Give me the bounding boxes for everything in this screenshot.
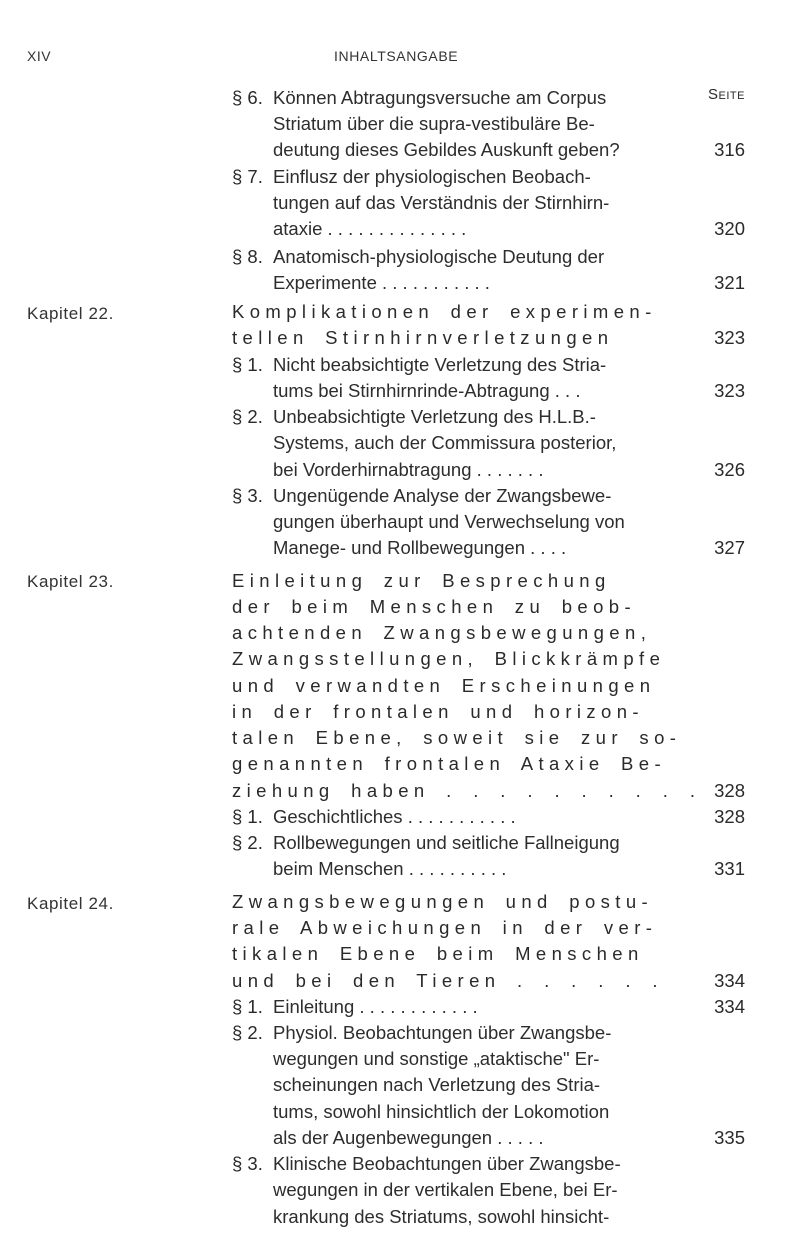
chapter-label: Kapitel 22.: [27, 304, 114, 323]
chapter-title: Einleitung zur Besprechung: [232, 570, 611, 591]
entry-text: Rollbewegungen und seitliche Fallneigung: [273, 832, 620, 853]
section-number: § 6.: [232, 87, 263, 108]
entry-text: Klinische Beobachtungen über Zwangsbe-: [273, 1153, 621, 1174]
section-number: § 2.: [232, 406, 263, 427]
entry-text: tungen auf das Verständnis der Stirnhirn-: [273, 192, 610, 213]
entry-text: Geschichtliches . . . . . . . . . . .: [273, 806, 516, 827]
entry-text: Systems, auch der Commissura posterior,: [273, 432, 617, 453]
section-number: § 3.: [232, 485, 263, 506]
section-number: § 2.: [232, 832, 263, 853]
running-title: INHALTSANGABE: [334, 48, 459, 64]
page-ref: 320: [714, 218, 745, 239]
chapter-title: Zwangsstellungen, Blickkrämpfe: [232, 648, 666, 669]
section-number: § 2.: [232, 1022, 263, 1043]
section-number: § 8.: [232, 246, 263, 267]
entry-text: Manege- und Rollbewegungen . . . .: [273, 537, 567, 558]
entry-text: Einleitung . . . . . . . . . . . .: [273, 996, 478, 1017]
page-ref: 331: [714, 858, 745, 879]
entry-text: Können Abtragungsversuche am Corpus: [273, 87, 607, 108]
chapter-title: genannten frontalen Ataxie Be-: [232, 753, 667, 774]
seite-column-label: Seite: [708, 86, 745, 103]
page-ref: 328: [714, 780, 745, 801]
chapter-title: tellen Stirnhirnverletzungen: [232, 327, 614, 348]
entry-text: Anatomisch-physiologische Deutung der: [273, 246, 605, 267]
entry-text: beim Menschen . . . . . . . . . .: [273, 858, 507, 879]
page-ref: 323: [714, 380, 745, 401]
chapter-title: und verwandten Erscheinungen: [232, 675, 656, 696]
chapter-title: Zwangsbewegungen und postu-: [232, 891, 654, 912]
chapter-label: Kapitel 24.: [27, 894, 114, 913]
chapter-title: tikalen Ebene beim Menschen: [232, 943, 644, 964]
entry-text: Einflusz der physiologischen Beobach-: [273, 166, 591, 187]
entry-text: tums, sowohl hinsichtlich der Lokomotion: [273, 1101, 610, 1122]
chapter-title: und bei den Tieren . . . . . .: [232, 970, 663, 991]
entry-text: als der Augenbewegungen . . . . .: [273, 1127, 544, 1148]
page-ref: 323: [714, 327, 745, 348]
entry-text: Experimente . . . . . . . . . . .: [273, 272, 490, 293]
entry-text: ataxie . . . . . . . . . . . . . .: [273, 218, 467, 239]
section-number: § 3.: [232, 1153, 263, 1174]
entry-text: bei Vorderhirnabtragung . . . . . . .: [273, 459, 544, 480]
section-number: § 7.: [232, 166, 263, 187]
page-number-header: XIV: [27, 48, 52, 64]
entry-text: krankung des Striatums, sowohl hinsicht-: [273, 1206, 610, 1227]
section-number: § 1.: [232, 806, 263, 827]
entry-text: deutung dieses Gebildes Auskunft geben?: [273, 139, 620, 160]
chapter-title: der beim Menschen zu beob-: [232, 596, 637, 617]
page-ref: 326: [714, 459, 745, 480]
page-ref: 316: [714, 139, 745, 160]
entry-text: gungen überhaupt und Verwechselung von: [273, 511, 625, 532]
page-ref: 334: [714, 970, 745, 991]
chapter-title: talen Ebene, soweit sie zur so-: [232, 727, 682, 748]
page-ref: 327: [714, 537, 745, 558]
chapter-title: rale Abweichungen in der ver-: [232, 917, 658, 938]
entry-text: Unbeabsichtigte Verletzung des H.L.B.-: [273, 406, 596, 427]
page-ref: 334: [714, 996, 745, 1017]
chapter-title: ziehung haben . . . . . . . . . .: [232, 780, 701, 801]
entry-text: tums bei Stirnhirnrinde-Abtragung . . .: [273, 380, 581, 401]
section-number: § 1.: [232, 996, 263, 1017]
entry-text: wegungen in der vertikalen Ebene, bei Er-: [273, 1179, 618, 1200]
entry-text: Nicht beabsichtigte Verletzung des Stria-: [273, 354, 607, 375]
chapter-title: achtenden Zwangsbewegungen,: [232, 622, 652, 643]
chapter-title: in der frontalen und horizon-: [232, 701, 644, 722]
entry-text: Physiol. Beobachtungen über Zwangsbe-: [273, 1022, 612, 1043]
entry-text: scheinungen nach Verletzung des Stria-: [273, 1074, 601, 1095]
chapter-title: Komplikationen der experimen-: [232, 301, 657, 322]
section-number: § 1.: [232, 354, 263, 375]
page-ref: 321: [714, 272, 745, 293]
page-ref: 328: [714, 806, 745, 827]
entry-text: Striatum über die supra-vestibuläre Be-: [273, 113, 595, 134]
entry-text: wegungen und sonstige „ataktische" Er-: [273, 1048, 600, 1069]
entry-text: Ungenügende Analyse der Zwangsbewe-: [273, 485, 612, 506]
chapter-label: Kapitel 23.: [27, 572, 114, 591]
page-ref: 335: [714, 1127, 745, 1148]
